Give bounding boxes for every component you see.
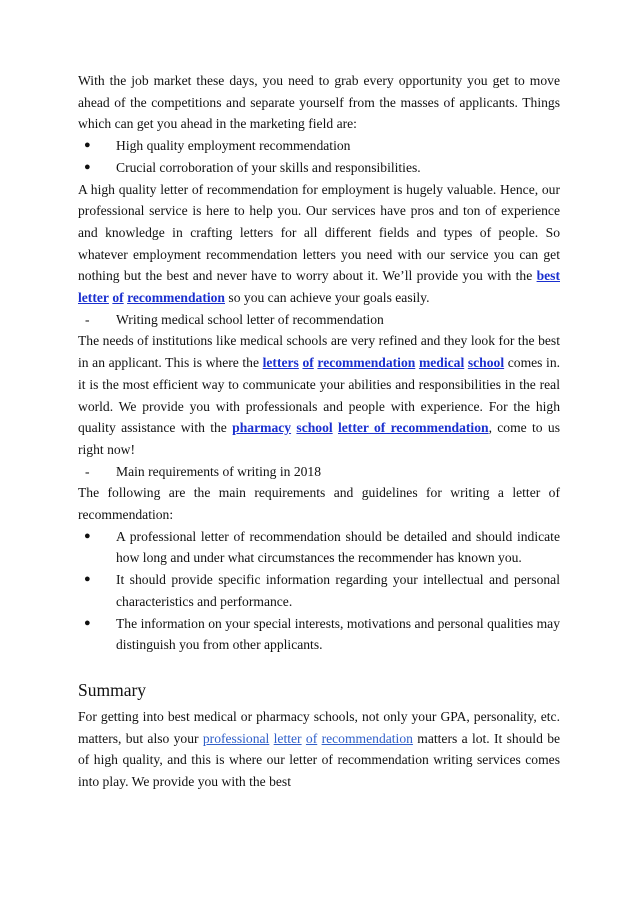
link-of[interactable]: of bbox=[302, 355, 314, 371]
list-item: ● The information on your special interests, motivations and personal qualities may distinguish you from other applicants. bbox=[78, 613, 560, 656]
list-item: ● It should provide specific information regarding your intellectual and personal characteristics and performance. bbox=[78, 569, 560, 612]
link-school[interactable]: school bbox=[296, 420, 333, 436]
list-item: ● A professional letter of recommendation should be detailed and should indicate how long and under what circumstances the recommender has known you. bbox=[78, 526, 560, 569]
requirements-paragraph: The following are the main requirements and guidelines for writing a letter of recommendation: bbox=[78, 485, 560, 523]
link-best[interactable]: best bbox=[536, 268, 560, 284]
intro-paragraph bbox=[78, 70, 560, 135]
list-item: ● Crucial corroboration of your skills and responsibilities. bbox=[78, 157, 560, 179]
link-letter[interactable]: letter bbox=[78, 290, 109, 306]
link-letters[interactable]: letters bbox=[262, 355, 299, 371]
employment-paragraph: A high quality letter of recommendation for employment is hugely valuable. Hence, our professional service is here to help you. Our services have pros and ton of experience and knowledge in crafting letters for all different fields and types of people. So whatever employment recommendation letters you need with our service you can get nothing but the best and never have to worry about it. We’ll provide you with the best letter of recommendation so you can achieve your goals easily. bbox=[78, 181, 560, 306]
dash-item-requirements: - Main requirements of writing in 2018 bbox=[78, 461, 560, 483]
link-pharmacy[interactable]: pharmacy bbox=[232, 420, 292, 436]
bullet-icon: ● bbox=[84, 160, 91, 173]
bullet-list-1 bbox=[78, 135, 560, 178]
dash-item-medical: - Writing medical school letter of recommendation bbox=[78, 309, 560, 331]
bullet-icon: ● bbox=[84, 616, 91, 629]
link-professional[interactable]: professional bbox=[202, 730, 270, 746]
bullet-icon: ● bbox=[84, 573, 91, 586]
link-of[interactable]: of bbox=[112, 290, 124, 306]
link-medical[interactable]: medical bbox=[418, 355, 465, 371]
link-recommendation[interactable]: recommendation bbox=[317, 355, 416, 371]
summary-heading: Summary bbox=[78, 679, 147, 700]
bullet-icon: ● bbox=[84, 139, 91, 152]
link-recommendation[interactable]: recommendation bbox=[321, 730, 413, 746]
link-of[interactable]: of bbox=[305, 730, 318, 746]
link-letter-of-recommendation[interactable]: letter of recommendation bbox=[338, 420, 489, 436]
link-letter[interactable]: letter bbox=[273, 730, 302, 746]
dash-icon: - bbox=[85, 311, 90, 327]
dash-icon: - bbox=[85, 463, 90, 479]
document-page bbox=[78, 70, 560, 793]
link-school[interactable]: school bbox=[467, 355, 505, 371]
bullet-list-2 bbox=[78, 526, 560, 656]
link-recommendation[interactable]: recommendation bbox=[127, 290, 225, 306]
medical-paragraph: The needs of institutions like medical schools are very refined and they look for the best in an applicant. This is where the letters of recommendation medical school comes in. it is the most efficient way to communicate your abilities and responsibilities in the real world. We provide you with professionals and people with experience. For the high quality assistance with the pharmacy school letter of recommendation, come to us right now! bbox=[78, 333, 561, 457]
bullet-icon: ● bbox=[84, 529, 91, 542]
list-item: ● High quality employment recommendation bbox=[78, 135, 560, 157]
summary-paragraph: For getting into best medical or pharmacy schools, not only your GPA, personality, etc. matters, but also your professional letter of recommendation matters a lot. It should be of high quality, and this is where our letter of recommendation writing services comes into play. We provide you with the best bbox=[78, 708, 561, 790]
intro-text: With the job market these days, you need to grab every opportunity you get to move ahead of the competitions and separate yourself from the masses of applicants. Things which can get you ahead in the marketing field are: bbox=[78, 73, 560, 132]
